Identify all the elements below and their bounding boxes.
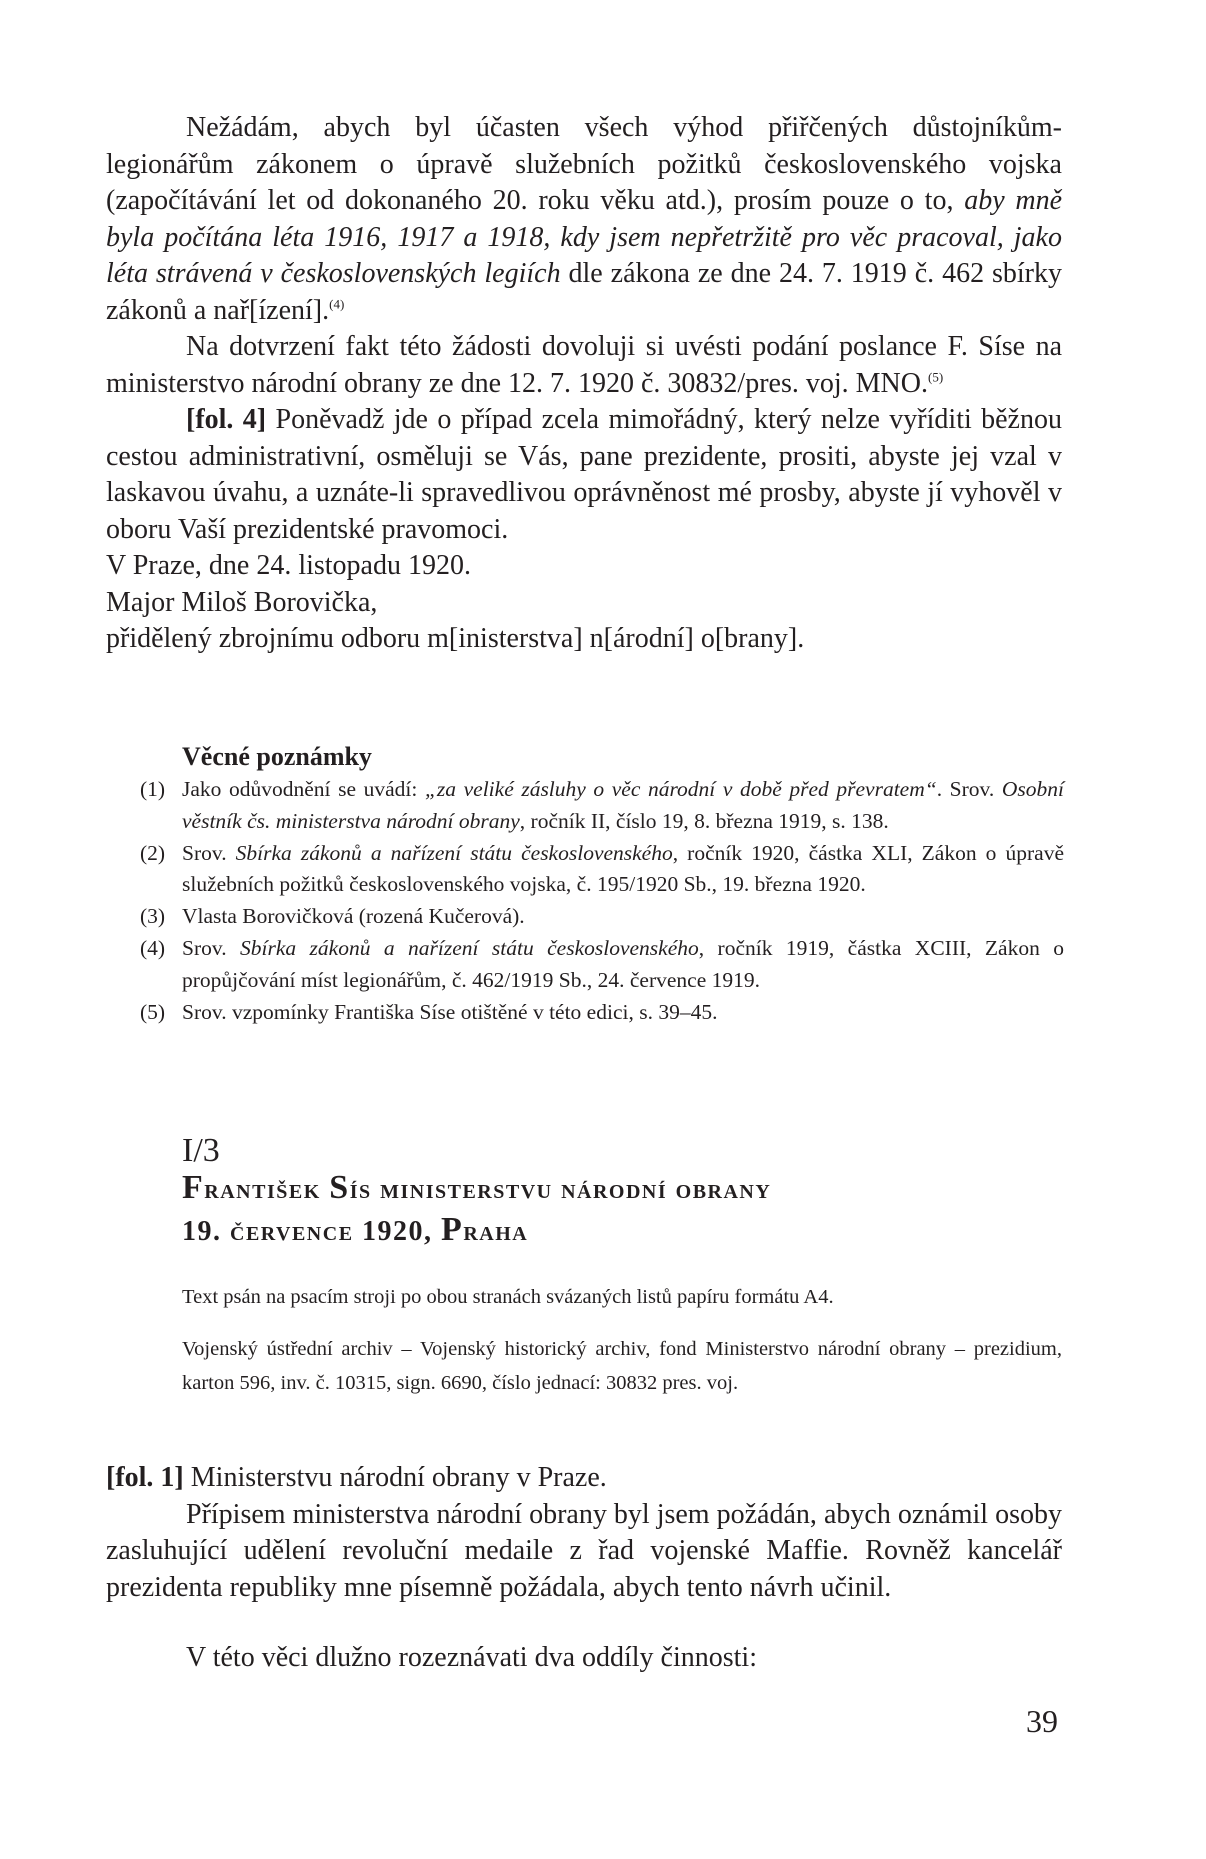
note-text: Jako odůvodnění se uvádí: „za veliké zásluhy o věc národní v době před převratem“. Srov. Osobní věstník čs. ministerstva národní obrany, ročník II, číslo 19, 8. března 1919, s. 138.: [182, 777, 1064, 833]
signature-position: přidělený zbrojnímu odboru m[inisterstva] n[árodní] o[brany].: [106, 623, 805, 654]
note-text: Srov. vzpomínky Františka Síse otištěné v této edici, s. 39–45.: [182, 999, 718, 1024]
signature-date: V Praze, dne 24. listopadu 1920.: [106, 550, 471, 581]
letter-body-2: [106, 1460, 1062, 1677]
title-line-1: František Sís ministerstvu národní obrany: [182, 1169, 772, 1206]
note-item: [140, 838, 1064, 901]
note-item: [140, 774, 1064, 837]
folio-mark: [fol. 1]: [106, 1462, 184, 1493]
note-text: Srov. Sbírka zákonů a nařízení státu československého, ročník 1920, částka XLI, Zákon o úpravě služebních požitků československého vojska, č. 195/1920 Sb., 19. března 1920.: [182, 840, 1064, 896]
note-number: (3): [140, 904, 166, 928]
note-item: [140, 933, 1064, 996]
paragraph-plea: [fol. 4] Poněvadž jde o případ zcela mimořádný, který nelze vyříditi běžnou cestou administrativní, osměluji se Vás, pane prezidente, prositi, abyste jej vzal v laskavou úvahu, a uznáte-li spravedlivou oprávněnost mé prosby, abyste jí vyhověl v oboru Vaší prezidentské pravomoci.: [106, 404, 1062, 545]
archive-reference: Vojenský ústřední archiv – Vojenský historický archiv, fond Ministerstvo národní obrany – prezidium, karton 596, inv. č. 10315, sign. 6690, číslo jednací: 30832 pres. voj.: [182, 1338, 1062, 1394]
note-number: (4): [140, 936, 166, 960]
paragraph-request: Nežádám, abych byl účasten všech výhod přiřčených důstojníkům-legionářům zákonem o úpravě služebních požitků československého vojska (započítávání let od dokonaného 20. roku věku atd.), prosím pouze o to, aby mně byla počítána léta 1916, 1917 a 1918, kdy jsem nepřetržitě pro věc pracoval, jako léta strávená v československých legiích dle zákona ze dne 24. 7. 1919 č. 462 sbírky zákonů a nař[ízení].$^{(4)}$: [106, 112, 1063, 326]
title-line-2: 19. července 1920, Praha: [182, 1211, 529, 1248]
note-number: (1): [140, 777, 166, 801]
note-text: Vlasta Borovičková (rozená Kučerová).: [182, 904, 525, 928]
signature-name: Major Miloš Borovička,: [106, 586, 378, 618]
notes-list: [140, 774, 1064, 1029]
letter-body: [106, 110, 1062, 658]
note-number: (5): [140, 999, 166, 1024]
note-number: (2): [140, 840, 166, 865]
footnote-ref-5[interactable]: (5): [927, 369, 944, 385]
folio-mark: [fol. 4]: [186, 404, 267, 435]
paragraph-sections: V této věci dlužno rozeznávati dva oddíly činnosti:: [186, 1642, 757, 1673]
chapter-number: I/3: [182, 1132, 220, 1169]
footnote-ref-4[interactable]: (4): [329, 296, 345, 312]
notes-heading: Věcné poznámky: [182, 742, 372, 771]
note-item: [140, 997, 1064, 1029]
document-title: [182, 1168, 1072, 1252]
paragraph-evidence: Na dotvrzení fakt této žádosti dovoluji si uvésti podání poslance F. Síse na ministerstvo národní obrany ze dne 12. 7. 1920 č. 30832/pres. voj. MNO.$^{(5)}$: [106, 331, 1062, 399]
address-line: [fol. 1] Ministerstvu národní obrany v Praze.: [106, 1462, 607, 1493]
note-item: [140, 901, 1064, 933]
note-text: Srov. Sbírka zákonů a nařízení státu československého, ročník 1919, částka XCIII, Zákon o propůjčování míst legionářům, č. 462/1919 Sb., 24. července 1919.: [182, 936, 1065, 992]
paragraph-intro: Přípisem ministerstva národní obrany byl jsem požádán, abych oznámil osoby zasluhující udělení revoluční medaile z řad vojenské Maffie. Rovněž kancelář prezidenta republiky mne písemně požádala, abych tento návrh učinil.: [106, 1498, 1062, 1603]
page-number: 39: [1026, 1703, 1058, 1739]
document-description: Text psán na psacím stroji po obou stranách svázaných listů papíru formátu A4.: [182, 1286, 834, 1308]
